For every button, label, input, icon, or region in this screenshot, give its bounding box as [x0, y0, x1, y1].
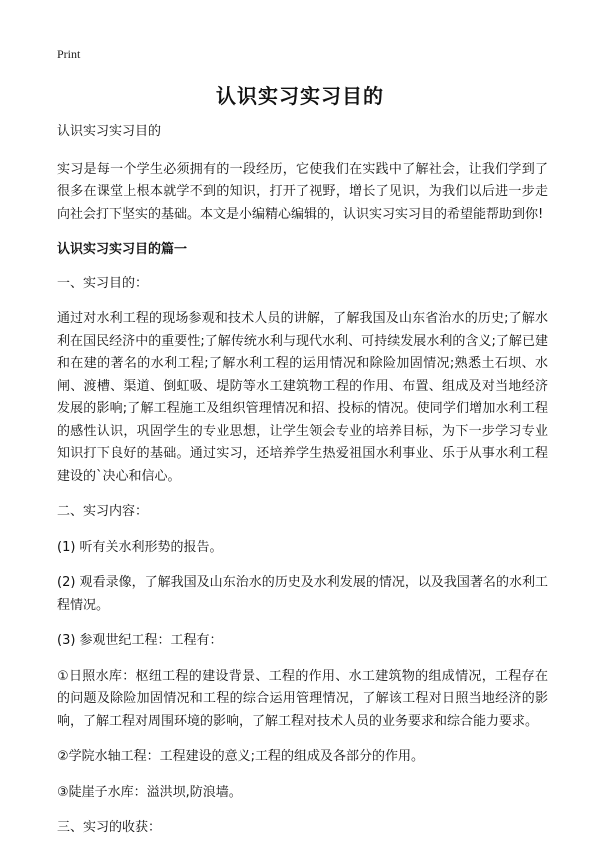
section-heading: 认识实习实习目的篇一	[57, 242, 188, 257]
intro-paragraph: 实习是每一个学生必须拥有的一段经历，它使我们在实践中了解社会，让我们学到了很多在课堂上根本就学不到的知识，打开了视野，增长了见识，为我们以后进一步走向社会打下坚实的基础。本文是小编精心编辑的，认识实习实习目的希望能帮助到你!	[57, 161, 548, 222]
paragraph: ②学院水轴工程：工程建设的意义;工程的组成及各部分的作用。	[57, 749, 425, 764]
page-title: 认识实习实习目的	[216, 84, 384, 108]
article-subtitle: 认识实习实习目的	[57, 124, 162, 139]
paragraph: 通过对水利工程的现场参观和技术人员的讲解，了解我国及山东省治水的历史;了解水利在国民经济中的重要性;了解传统水利与现代水利、可持续发展水利的含义;了解已建和在建的著名的水利工程;了解水利工程的运用情况和除险加固情况;熟悉土石坝、水闸、渡槽、渠道、倒虹吸、堤防等水工建筑物工程的作用、布置、组成及对当地经济发展的影响;了解工程施工及组织管理情况和招、投标的情况。使同学们增加水利工程的感性认识，巩固学生的专业思想，让学生领会专业的培养目标，为下一步学习专业知识打下良好的基础。通过实习，还培养学生热爱祖国水利事业、乐于从事水利工程建设的`决心和信心。	[57, 311, 548, 484]
paragraph: ③陡崖子水库：溢洪坝,防浪墙。	[57, 784, 242, 800]
print-link[interactable]: Print	[57, 47, 81, 61]
paragraph: ①日照水库：枢纽工程的建设背景、工程的作用、水工建筑物的组成情况，工程存在的问题及除险加固情况和工程的综合运用管理情况，了解该工程对日照当地经济的影响，了解工程对周围环境的影响，了解工程对技术人员的业务要求和综合能力要求。	[57, 668, 548, 729]
paragraph: (3) 参观世纪工程：工程有：	[57, 633, 223, 648]
paragraph: (2) 观看录像，了解我国及山东治水的历史及水利发展的情况，以及我国著名的水利工程情况。	[57, 575, 548, 613]
article-body	[57, 121, 548, 853]
paragraph: 一、实习目的：	[57, 275, 149, 291]
paragraph: 二、实习内容：	[57, 504, 149, 519]
paragraph: 三、实习的收获：	[57, 820, 162, 835]
paragraph: (1) 听有关水利形势的报告。	[57, 539, 223, 555]
